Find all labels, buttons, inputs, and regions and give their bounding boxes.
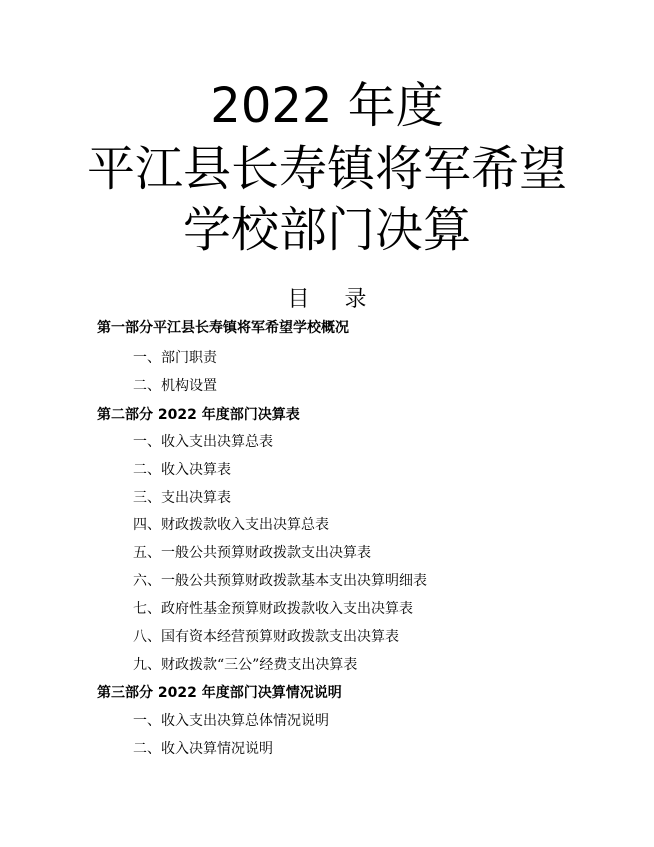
toc-item: 一、收入支出决算总体情况说明 [133,713,329,729]
toc-item: 二、收入决算情况说明 [133,741,273,757]
toc-item: 五、一般公共预算财政拨款支出决算表 [133,545,371,561]
toc-item: 七、政府性基金预算财政拨款收入支出决算表 [133,601,413,617]
toc-item: 九、财政拨款“三公”经费支出决算表 [133,657,358,673]
document-title-subject: 学校部门决算 [182,202,471,258]
toc-item: 八、国有资本经营预算财政拨款支出决算表 [133,629,399,645]
document-title-year: 2022 年度 [210,78,444,134]
toc-item: 一、部门职责 [133,350,217,366]
toc-item: 三、支出决算表 [133,490,231,506]
toc-item: 二、机构设置 [133,378,217,394]
toc-item: 一、收入支出决算总表 [133,434,273,450]
toc-part-2: 第二部分 2022 年度部门决算表 [97,407,300,423]
toc-part-1: 第一部分平江县长寿镇将军希望学校概况 [97,320,349,336]
toc-heading: 目 录 [287,287,381,312]
document-title-organization: 平江县长寿镇将军希望 [86,141,567,197]
toc-item: 四、财政拨款收入支出决算总表 [133,517,329,533]
toc-item: 六、一般公共预算财政拨款基本支出决算明细表 [133,573,427,589]
toc-item: 二、收入决算表 [133,462,231,478]
toc-part-3: 第三部分 2022 年度部门决算情况说明 [97,685,342,701]
